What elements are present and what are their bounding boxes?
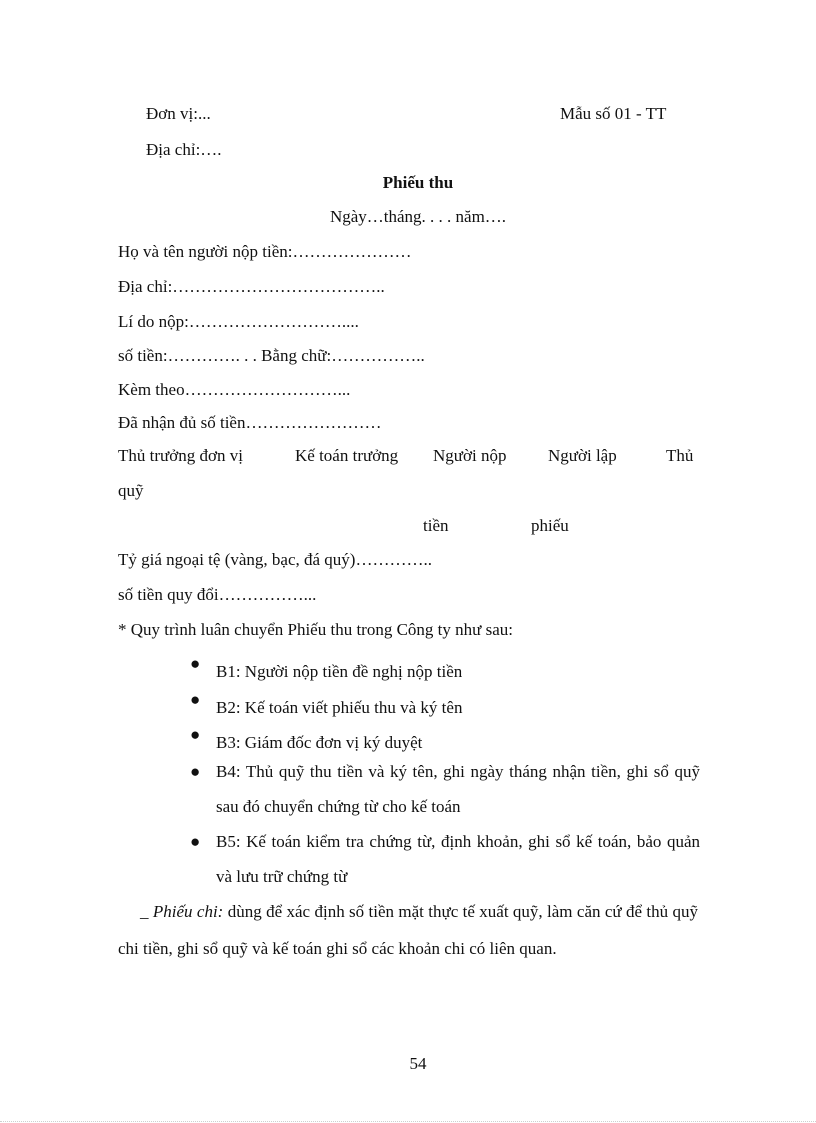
bullet-icon: ● xyxy=(190,725,201,744)
bullet-icon: ● xyxy=(190,762,201,781)
step-text: B4: Thủ quỹ thu tiền và ký tên, ghi ngày tháng nhận tiền, ghi sổ quỹ sau đó chuyển chứng từ cho kế toán xyxy=(216,762,700,816)
reason-field: Lí do nộp:……………………….... xyxy=(118,312,359,331)
bullet-icon: ● xyxy=(190,654,201,673)
page-edge-divider xyxy=(0,1121,816,1122)
process-intro: * Quy trình luân chuyển Phiếu thu trong Công ty như sau: xyxy=(118,620,513,639)
signature-cashier-cont: quỹ xyxy=(118,481,144,500)
form-code: Mẫu số 01 - TT xyxy=(560,104,667,123)
address-label: Địa chỉ:…. xyxy=(146,140,222,159)
signature-payer: Người nộp xyxy=(433,446,507,465)
amount-field: số tiền:…………. . . Bằng chữ:…………….. xyxy=(118,346,425,365)
paragraph-lead: _ xyxy=(140,902,153,921)
date-line: Ngày…tháng. . . . năm…. xyxy=(329,207,507,226)
converted-amount-field: số tiền quy đổi……………... xyxy=(118,585,317,604)
payer-name-field: Họ và tên người nộp tiền:………………… xyxy=(118,242,412,261)
phieu-chi-text: dùng để xác định số tiền mặt thực tế xuất quỹ, làm căn cứ để thủ quỹ chi tiền, ghi sổ quỹ và kế toán ghi sổ các khoản chi có liên quan. xyxy=(118,902,699,958)
signature-cashier: Thủ xyxy=(666,446,694,465)
step-text: B2: Kế toán viết phiếu thu và ký tên xyxy=(216,698,463,717)
bullet-icon: ● xyxy=(190,690,201,709)
signature-preparer-cont: phiếu xyxy=(531,516,569,535)
step-text: B1: Người nộp tiền đề nghị nộp tiền xyxy=(216,662,463,681)
received-field: Đã nhận đủ số tiền…………………… xyxy=(118,413,382,432)
bullet-icon: ● xyxy=(190,832,201,851)
exchange-rate-field: Tỷ giá ngoại tệ (vàng, bạc, đá quý)………….. xyxy=(118,550,432,569)
payer-address-field: Địa chỉ:……………………………….. xyxy=(118,277,385,296)
attachment-field: Kèm theo………………………... xyxy=(118,380,351,399)
signature-payer-cont: tiền xyxy=(423,516,449,535)
phieu-chi-paragraph xyxy=(118,893,698,967)
step-text: B3: Giám đốc đơn vị ký duyệt xyxy=(216,733,423,752)
form-title: Phiếu thu xyxy=(382,173,454,192)
page-number: 54 xyxy=(409,1054,427,1073)
signature-chief-accountant: Kế toán trưởng xyxy=(295,446,399,465)
phieu-chi-term: Phiếu chi: xyxy=(152,902,224,921)
signature-preparer: Người lập xyxy=(548,446,617,465)
signature-unit-head: Thủ trưởng đơn vị xyxy=(118,446,243,465)
step-text: B5: Kế toán kiểm tra chứng từ, định khoản, ghi sổ kế toán, bảo quản và lưu trữ chứng từ xyxy=(216,832,700,886)
unit-label: Đơn vị:... xyxy=(146,104,211,123)
